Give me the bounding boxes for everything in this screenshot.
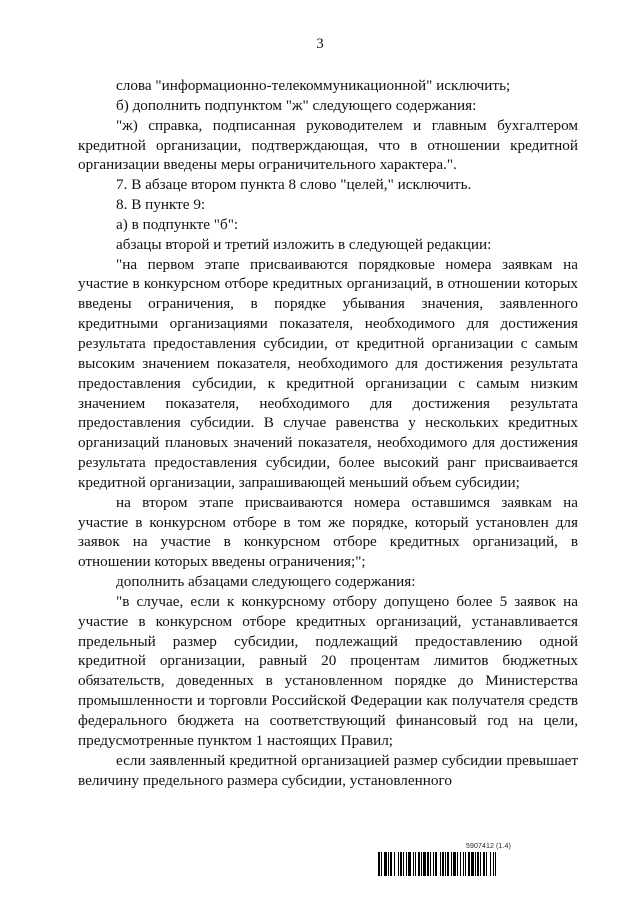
barcode-bar — [447, 852, 449, 876]
barcode-bar — [421, 852, 422, 876]
barcode-bar — [486, 852, 487, 876]
barcode-bar — [471, 852, 474, 876]
paragraph: а) в подпункте "б": — [116, 215, 239, 233]
barcode-bar — [483, 852, 485, 876]
barcode-bar — [445, 852, 446, 876]
barcode-bar — [400, 852, 402, 876]
paragraph: "на первом этапе присваиваются порядковые номера заявкам на участие в конкурсном отборе кредитных организаций, в отношении которых введены ограничения, в порядке убывания значения, заявленного кредитными организациями показателя, необходимого для достижения результата предоставления субсидии, от кредитной организации с самым высоким значением показателя, необходимого для достижения результата предоставления субсидии, к кредитной организации с самым низким значением показателя, необходимого для достижения результата предоставления субсидии. В случае равенства у нескольких кредитных организаций плановых значений показателя, необходимого для достижения результата предоставления субсидии, более высокий ранг присваивается кредитной организации, запрашивающей меньший объем субсидии; — [78, 255, 578, 491]
barcode-bar — [433, 852, 434, 876]
paragraph: 7. В абзаце втором пункта 8 слово "целей," исключить. — [116, 176, 472, 194]
barcode-bar — [381, 852, 382, 876]
barcode-bar — [388, 852, 389, 876]
barcode-bar — [451, 852, 452, 876]
barcode-bar — [460, 852, 461, 876]
barcode-bar — [403, 852, 404, 876]
paragraph: если заявленный кредитной организацией размер субсидии превышает величину предельного размера субсидии, установленного — [78, 751, 578, 789]
barcode-bar — [430, 852, 431, 876]
barcode-bar — [463, 852, 464, 876]
barcode-bar — [427, 852, 429, 876]
barcode-bar — [465, 852, 466, 876]
barcode-bar — [398, 852, 399, 876]
barcode-bar — [413, 852, 414, 876]
barcode-bar — [406, 852, 407, 876]
barcode-bar — [480, 852, 481, 876]
barcode-bar — [408, 852, 411, 876]
barcode-bar — [468, 852, 470, 876]
barcode-bar — [495, 852, 496, 876]
document-code: 5907412 (1.4) — [466, 843, 511, 850]
document-body — [78, 76, 578, 790]
paragraph: на втором этапе присваиваются номера оставшимся заявкам на участие в конкурсном отборе в том же порядке, который установлен для заявок на участие в конкурсном отборе кредитных организаций, в отношении которых введены ограничения;"; — [78, 493, 578, 571]
barcode-bar — [475, 852, 476, 876]
barcode-bar — [493, 852, 494, 876]
barcode-bar — [477, 852, 479, 876]
page-number: 3 — [316, 36, 324, 52]
barcode-bar — [384, 852, 387, 876]
barcode-bar — [490, 852, 491, 876]
barcode-bar — [453, 852, 456, 876]
barcode-bar — [423, 852, 426, 876]
paragraph: "в случае, если к конкурсному отбору допущено более 5 заявок на участие в конкурсном отборе кредитных организаций, устанавливается предельный размер субсидии, подлежащий предоставлению одной кредитной организации, равный 20 процентам лимитов бюджетных обязательств, доведенных в установленном порядке до Министерства промышленности и торговли Российской Федерации как получателя средств федерального бюджета на соответствующий финансовый год на цели, предусмотренные пунктом 1 настоящих Правил; — [78, 592, 578, 749]
paragraph: "ж) справка, подписанная руководителем и главным бухгалтером кредитной организации, подтверждающая, что в отношении кредитной организации введены меры ограничительного характера.". — [78, 116, 578, 174]
paragraph: б) дополнить подпунктом "ж" следующего содержания: — [116, 96, 477, 114]
barcode-bar — [435, 852, 437, 876]
barcode-bar — [440, 852, 441, 876]
barcode-bar — [442, 852, 444, 876]
paragraph: дополнить абзацами следующего содержания: — [116, 573, 416, 591]
paragraph: слова "информационно-телекоммуникационной" исключить; — [116, 77, 511, 94]
barcode-bar — [418, 852, 420, 876]
barcode-bar — [378, 852, 380, 876]
barcode-bar — [457, 852, 458, 876]
barcode-bar — [415, 852, 416, 876]
paragraph: 8. В пункте 9: — [116, 196, 206, 214]
barcode-bar — [394, 852, 395, 876]
barcode-bar — [390, 852, 392, 876]
barcode — [378, 852, 578, 876]
paragraph: абзацы второй и третий изложить в следующей редакции: — [116, 235, 492, 253]
